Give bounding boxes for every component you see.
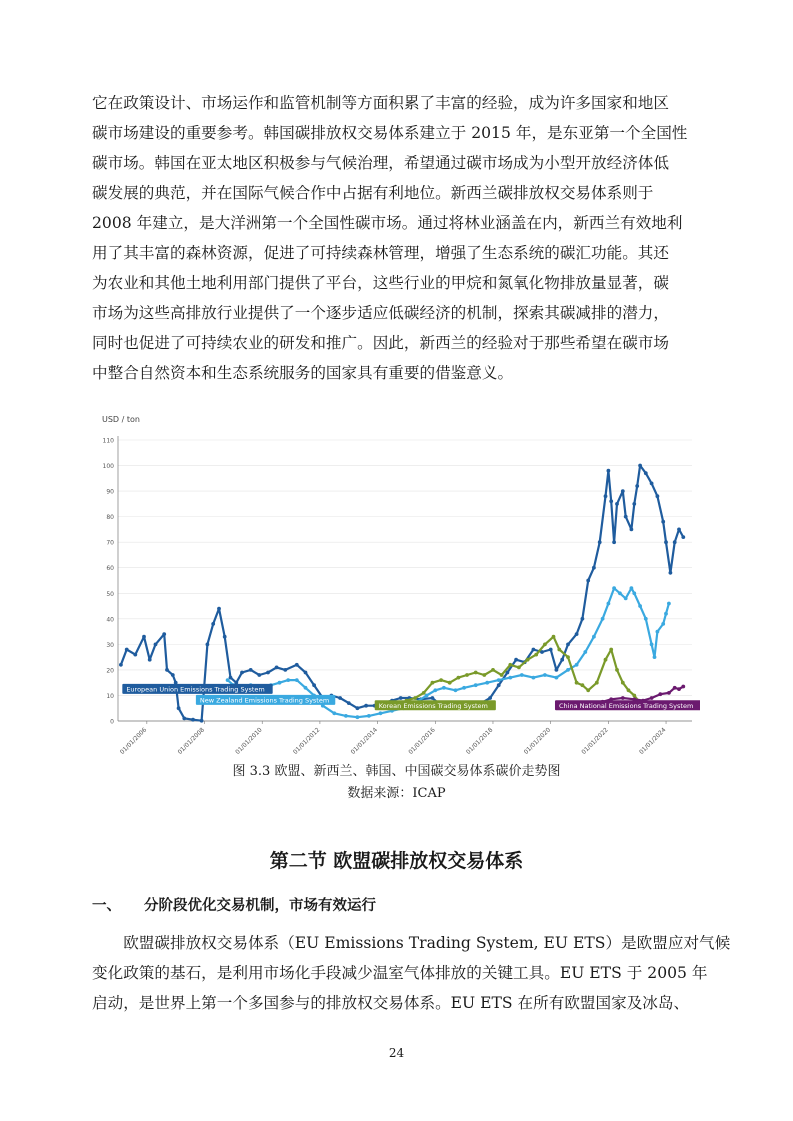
x-tick-label: 01/01/2022 <box>580 726 610 756</box>
data-point <box>555 668 559 672</box>
data-point <box>607 469 611 473</box>
y-tick-label: 30 <box>106 641 114 649</box>
subheading-number: 一、 <box>92 898 121 914</box>
data-point <box>615 502 619 506</box>
data-point <box>621 681 625 685</box>
data-point <box>549 648 553 652</box>
data-point <box>566 668 570 672</box>
data-point <box>119 663 123 667</box>
data-point <box>638 604 642 608</box>
data-point <box>171 673 175 677</box>
data-point <box>211 622 215 626</box>
series-label: New Zealand Emissions Trading System <box>199 696 330 705</box>
data-point <box>630 586 634 590</box>
y-tick-label: 90 <box>106 488 114 496</box>
y-tick-label: 100 <box>102 463 114 471</box>
data-point <box>532 676 536 680</box>
data-point <box>399 696 403 700</box>
data-point <box>667 602 671 606</box>
data-point <box>609 648 613 652</box>
text-line: 变化政策的基石，是利用市场化手段减少温室气体排放的关键工具。EU ETS 于 2005 年 <box>92 964 708 982</box>
data-point <box>543 673 547 677</box>
data-point <box>555 676 559 680</box>
subheading <box>92 894 376 915</box>
series-label: China National Emissions Trading System <box>558 701 694 710</box>
x-tick-label: 01/01/2006 <box>118 726 149 756</box>
data-point <box>615 668 619 672</box>
data-point <box>661 622 665 626</box>
text-line: 2008 年建立，是大洋洲第一个全国性碳市场。通过将林业涵盖在内，新西兰有效地利 <box>92 214 683 232</box>
data-point <box>229 676 233 680</box>
data-point <box>581 683 585 687</box>
data-point <box>304 686 308 690</box>
data-point <box>644 471 648 475</box>
data-point <box>592 566 596 570</box>
data-point <box>508 663 512 667</box>
data-point <box>491 668 495 672</box>
data-point <box>257 673 261 677</box>
text-line: 它在政策设计、市场运作和监管机制等方面积累了丰富的经验，成为许多国家和地区 <box>92 94 669 112</box>
data-point <box>304 671 308 675</box>
data-point <box>557 648 561 652</box>
data-point <box>474 683 478 687</box>
data-point <box>552 635 556 639</box>
data-point <box>344 714 348 718</box>
data-point <box>286 678 290 682</box>
data-point <box>266 671 270 675</box>
data-point <box>566 643 570 647</box>
data-point <box>581 617 585 621</box>
data-point <box>413 696 417 700</box>
data-point <box>165 668 169 672</box>
data-point <box>500 673 504 677</box>
data-point <box>595 681 599 685</box>
data-point <box>425 694 429 698</box>
data-point <box>601 617 605 621</box>
y-tick-label: 80 <box>106 514 114 522</box>
y-tick-label: 70 <box>106 539 114 547</box>
data-point <box>664 540 668 544</box>
page-number: 24 <box>388 1046 405 1060</box>
data-point <box>566 655 570 659</box>
y-tick-label: 50 <box>106 590 114 598</box>
data-point <box>206 643 210 647</box>
data-point <box>667 691 671 695</box>
data-point <box>347 701 351 705</box>
figure-caption: 图 3.3 欧盟、新西兰、韩国、中国碳交易体系碳价走势图 <box>232 764 561 779</box>
data-point <box>364 704 368 708</box>
data-point <box>586 579 590 583</box>
series-label: European Union Emissions Trading System <box>126 685 265 694</box>
data-point <box>356 715 360 719</box>
text-line: 用了其丰富的森林资源，促进了可持续森林管理，增强了生态系统的碳汇功能。其还 <box>92 244 669 262</box>
data-point <box>534 653 538 657</box>
data-point <box>240 671 244 675</box>
text-line: 为农业和其他土地利用部门提供了平台，这些行业的甲烷和氮氧化物排放量显著，碳 <box>92 274 669 292</box>
carbon-price-chart <box>100 410 700 760</box>
data-point <box>431 681 435 685</box>
data-point <box>275 666 279 670</box>
text-line: 市场为这些高排放行业提供了一个逐步适应低碳经济的机制，探索其碳减排的潜力， <box>92 304 669 322</box>
y-tick-label: 0 <box>110 718 114 726</box>
data-point <box>583 650 587 654</box>
data-point <box>627 688 631 692</box>
data-point <box>673 540 677 544</box>
data-point <box>508 676 512 680</box>
data-point <box>442 686 446 690</box>
data-point <box>677 528 681 532</box>
data-point <box>543 643 547 647</box>
data-point <box>598 540 602 544</box>
data-point <box>609 499 613 503</box>
data-point <box>514 658 518 662</box>
y-axis-label: USD / ton <box>102 415 140 424</box>
y-tick-label: 40 <box>106 616 114 624</box>
data-point <box>621 489 625 493</box>
data-point <box>612 540 616 544</box>
data-point <box>465 673 469 677</box>
x-tick-label: 01/01/2014 <box>349 726 380 756</box>
data-point <box>332 711 336 715</box>
data-point <box>669 571 673 575</box>
data-point <box>249 668 253 672</box>
data-point <box>607 602 611 606</box>
data-point <box>520 673 524 677</box>
data-point <box>650 696 654 700</box>
data-point <box>488 696 492 700</box>
data-point <box>379 711 383 715</box>
x-tick-label: 01/01/2012 <box>291 726 322 756</box>
section-title: 第二节 欧盟碳排放权交易体系 <box>269 850 524 872</box>
data-point <box>278 681 282 685</box>
data-point <box>575 663 579 667</box>
data-point <box>632 591 636 595</box>
data-point <box>673 686 677 690</box>
data-point <box>217 607 221 611</box>
body-paragraph-2 <box>92 928 731 1018</box>
y-tick-label: 110 <box>102 437 114 445</box>
data-point <box>586 688 590 692</box>
x-tick-label: 01/01/2024 <box>638 726 668 756</box>
data-point <box>338 696 342 700</box>
data-point <box>356 706 360 710</box>
subheading-text: 分阶段优化交易机制，市场有效运行 <box>144 898 376 914</box>
x-tick-label: 01/01/2020 <box>522 726 553 756</box>
data-point <box>482 673 486 677</box>
data-point <box>295 663 299 667</box>
data-point <box>448 681 452 685</box>
data-point <box>133 653 137 657</box>
x-tick-label: 01/01/2016 <box>407 726 437 756</box>
data-point <box>439 678 443 682</box>
x-tick-label: 01/01/2010 <box>234 726 264 756</box>
data-point <box>162 632 166 636</box>
data-point <box>681 685 685 689</box>
text-line: 碳市场建设的重要参考。韩国碳排放权交易体系建立于 2015 年，是东亚第一个全国性 <box>92 124 688 142</box>
x-tick-label: 01/01/2018 <box>464 726 495 756</box>
data-point <box>612 586 616 590</box>
data-point <box>142 635 146 639</box>
data-point <box>681 535 685 539</box>
data-point <box>517 666 521 670</box>
data-point <box>125 648 129 652</box>
data-point <box>632 694 636 698</box>
text-line: 碳发展的典范，并在国际气候合作中占据有利地位。新西兰碳排放权交易体系则于 <box>92 184 654 202</box>
data-point <box>223 635 227 639</box>
data-point <box>653 655 657 659</box>
data-point <box>575 681 579 685</box>
chart-svg <box>100 410 700 760</box>
data-point <box>457 676 461 680</box>
data-point <box>485 681 489 685</box>
data-point <box>661 520 665 524</box>
data-point <box>497 678 501 682</box>
data-point <box>658 692 662 696</box>
data-point <box>200 719 204 723</box>
data-point <box>454 688 458 692</box>
data-point <box>656 494 660 498</box>
y-tick-label: 20 <box>106 667 114 675</box>
text-line: 同时也促进了可持续农业的研发和推广。因此，新西兰的经验对于那些希望在碳市场 <box>92 334 669 352</box>
data-point <box>433 688 437 692</box>
data-point <box>283 668 287 672</box>
data-point <box>431 696 435 700</box>
data-point <box>664 612 668 616</box>
x-tick-label: 01/01/2008 <box>176 726 206 756</box>
data-point <box>624 597 628 601</box>
data-point <box>656 630 660 634</box>
data-point <box>312 683 316 687</box>
data-point <box>474 671 478 675</box>
body-paragraph-1 <box>92 88 702 388</box>
y-tick-label: 60 <box>106 565 114 573</box>
data-point <box>677 687 681 691</box>
data-point <box>497 683 501 687</box>
data-point <box>526 658 530 662</box>
data-point <box>154 643 158 647</box>
data-point <box>644 617 648 621</box>
data-point <box>630 528 634 532</box>
data-point <box>635 484 639 488</box>
text-line: 欧盟碳排放权交易体系（EU Emissions Trading System, EU ETS）是欧盟应对气候 <box>92 934 731 952</box>
data-point <box>638 464 642 468</box>
y-tick-label: 10 <box>106 692 114 700</box>
data-point <box>632 502 636 506</box>
data-point <box>177 706 181 710</box>
data-point <box>604 658 608 662</box>
data-point <box>650 482 654 486</box>
series-label: Korean Emissions Trading System <box>378 701 488 710</box>
data-point <box>532 648 536 652</box>
data-point <box>226 678 230 682</box>
data-point <box>618 591 622 595</box>
data-point <box>604 494 608 498</box>
data-point <box>575 632 579 636</box>
data-point <box>367 714 371 718</box>
data-point <box>191 718 195 722</box>
data-point <box>295 678 299 682</box>
data-point <box>621 696 625 700</box>
text-line: 中整合自然资本和生态系统服务的国家具有重要的借鉴意义。 <box>92 364 514 382</box>
text-line: 启动，是世界上第一个多国参与的排放权交易体系。EU ETS 在所有欧盟国家及冰岛、 <box>92 994 690 1012</box>
data-point <box>422 691 426 695</box>
data-point <box>462 686 466 690</box>
figure-source: 数据来源：ICAP <box>347 786 446 801</box>
data-point <box>624 515 628 519</box>
data-point <box>182 717 186 721</box>
data-point <box>560 658 564 662</box>
data-point <box>148 658 152 662</box>
data-point <box>592 635 596 639</box>
data-point <box>650 643 654 647</box>
text-line: 碳市场。韩国在亚太地区积极参与气候治理，希望通过碳市场成为小型开放经济体低 <box>92 154 669 172</box>
